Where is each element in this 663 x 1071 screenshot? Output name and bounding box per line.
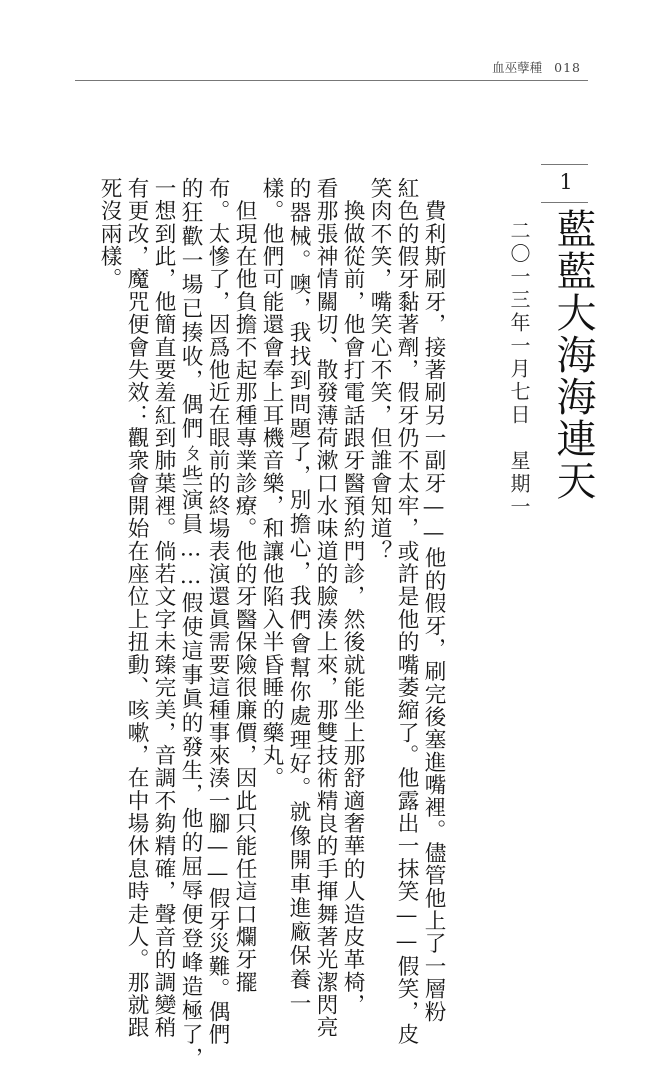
body-line: 但現在他負擔不起那種專業診療。他的牙醫保險很廉價，因此只能任這口爛牙擺: [232, 177, 257, 994]
page-number: 018: [554, 60, 581, 75]
chapter-date: 二〇一三年一月七日 星期一: [507, 220, 531, 519]
body-line: 換做從前，他會打電話跟牙醫預約門診，然後就能坐上那舒適奢華的人造皮革椅，: [340, 177, 365, 1017]
chapter-rule-bottom: [541, 202, 588, 203]
body-line: 一想到此，他簡直要羞紅到肺葉裡。倘若文字未臻完美，音調不夠精確，聲音的調變稍: [151, 177, 176, 1039]
body-line: 笑肉不笑，嘴笑心不笑，但誰會知道？: [367, 177, 392, 563]
body-line: 有更改，魔咒便會失效：觀衆會開始在座位上扭動、咳嗽，在中場休息時走人。那就跟: [124, 177, 149, 1039]
body-line: 樣。他們可能還會奉上耳機音樂，和讓他陷入半昏睡的藥丸。: [259, 177, 284, 790]
body-line: 死沒兩樣。: [97, 177, 122, 291]
body-line: 費利斯刷牙，接著刷另一副牙——他的假牙，刷完後塞進嘴裡。儘管他上了一層粉: [421, 177, 446, 1023]
body-line: 看那張神情關切、散發薄荷漱口水味道的臉湊上來，那雙技術精良的手揮舞著光潔閃亮: [313, 177, 338, 1039]
book-title: 血巫孽種: [492, 60, 543, 75]
running-head: [492, 58, 581, 76]
body-line: 的狂歡一場已揍收，偶們ㄆ些演員……假使這事眞的發生，他的屈辱便登峰造極了，: [178, 177, 203, 1071]
chapter-rule-top: [541, 164, 588, 165]
body-line: 紅色的假牙黏著劑，假牙仍不太牢，或許是他的嘴萎縮了。他露出一抹笑——假笑，皮: [394, 177, 419, 1046]
body-line: 布。太慘了，因爲他近在眼前的終場表演還眞需要這種事來湊一腳——假牙災難。偶們: [205, 177, 230, 1046]
header-rule: [75, 80, 588, 81]
chapter-title: 藍藍大海海連天: [550, 208, 596, 502]
body-line: 的器械。噢，我找到問題了，別擔心，我們會幫你處理好。就像開車進廠保養一: [286, 177, 311, 1017]
chapter-number: 1: [559, 170, 573, 194]
